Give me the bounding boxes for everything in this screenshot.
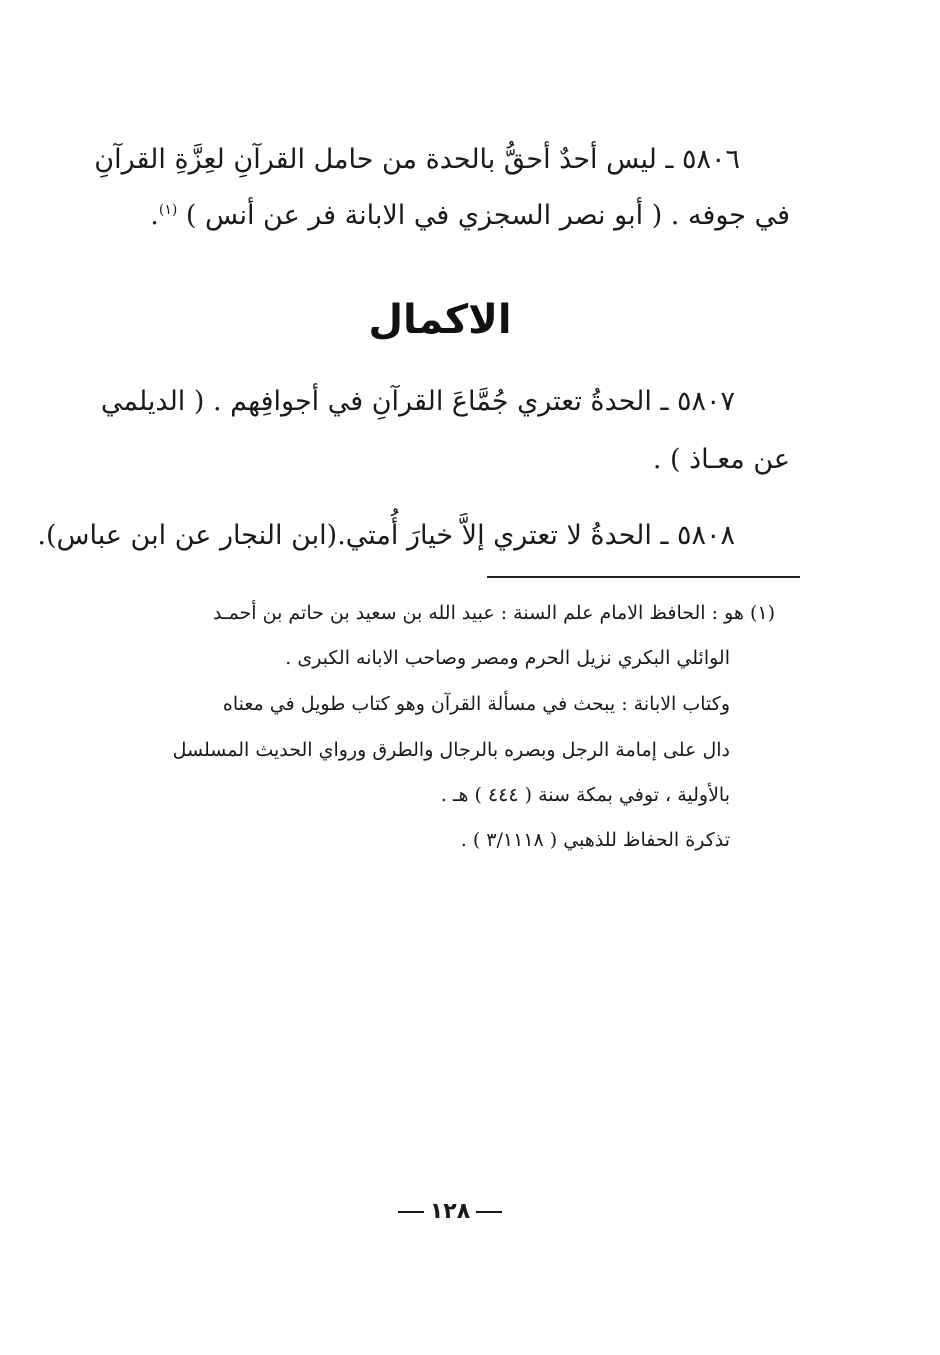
entry-5806-line-1 <box>94 140 740 180</box>
entry-5808-line-1 <box>37 516 735 556</box>
footnote-line: وكتاب الابانة : يبحث في مسألة القرآن وهو كتاب طويل في معناه <box>222 693 730 715</box>
entry-text: في جوفه . ( أبو نصر السجزي في الابانة فر عن أنس ) <box>185 200 790 231</box>
section-heading: الاكمال <box>368 297 512 343</box>
footnote-line: دال على إمامة الرجل وبصره بالرجال والطرق ورواي الحديث المسلسل <box>172 739 730 761</box>
page-number <box>0 1195 900 1229</box>
dash-decoration <box>398 1211 424 1213</box>
footnote-line: (١) هو : الحافظ الامام علم السنة : عبيد الله بن سعيد بن حاتم بن أحمـد <box>213 602 775 624</box>
entry-5807-line-2 <box>653 440 790 480</box>
entry-end-mark: . <box>150 200 159 231</box>
page-number-text: ١٢٨ <box>429 1199 471 1224</box>
dash-decoration <box>476 1211 502 1213</box>
footnote-line: الوائلي البكري نزيل الحرم ومصر وصاحب الابانه الكبرى . <box>285 647 730 669</box>
entry-text: عن معـاذ ) . <box>652 444 790 475</box>
footnote-line: تذكرة الحفاظ للذهبي ( ٣/١١١٨ ) . <box>460 829 730 851</box>
entry-text: ٥٨٠٦ ـ ليس أحدٌ أحقُّ بالحدة من حامل القرآنِ لعِزَّةِ القرآنِ <box>94 144 740 175</box>
entry-5807-line-1 <box>101 382 735 422</box>
entry-text: ٥٨٠٨ ـ الحدةُ لا تعتري إلاَّ خيارَ أُمتي.(ابن النجار عن ابن عباس). <box>37 520 735 551</box>
entry-5806-line-2 <box>150 196 790 236</box>
entry-text: ٥٨٠٧ ـ الحدةُ تعتري جُمَّاعَ القرآنِ في أجوافِهم . ( الديلمي <box>100 386 735 417</box>
footnote-reference: (١) <box>158 202 178 218</box>
footnote-divider <box>487 576 800 578</box>
footnote-line: بالأولية ، توفي بمكة سنة ( ٤٤٤ ) هـ . <box>440 784 730 806</box>
